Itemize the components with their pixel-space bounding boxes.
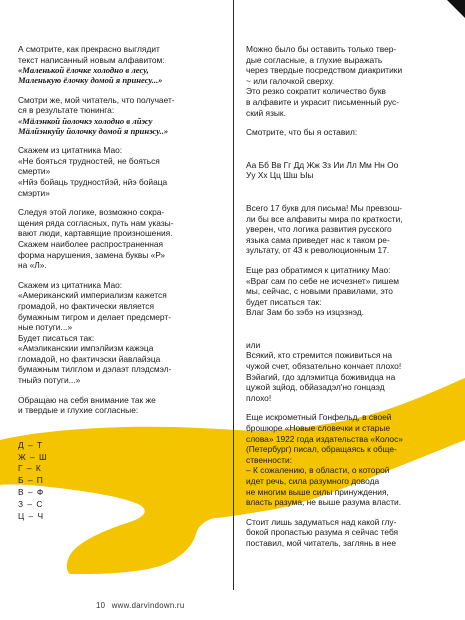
corner-mark <box>447 0 465 18</box>
paragraph: Еще искрометный Гонфельд, в своей брошюре «Новые словечки и старые слова» 1922 года издательства «Колос» (Петербург) писал, обращаясь к обще- ственности: – К сожалению, в области, о которой идет речь, сила разумного довода не многим выше силы принуждения, власть разума, не выше разума власти. <box>246 412 403 508</box>
paragraph: А смотрите, как прекрасно выглядит текст написанный новым алфавитом: <box>18 44 165 65</box>
left-column <box>18 44 218 522</box>
consonant-pair: Ц – Ч <box>18 510 45 521</box>
consonant-pair: Б – П <box>18 475 44 486</box>
right-column <box>246 44 452 549</box>
consonant-pair: Г – К <box>18 463 42 474</box>
paragraph: Смотрите, что бы я оставил: <box>246 127 358 138</box>
paragraph: Смотри же, мой читатель, что получает- ся в результате тюнинга: <box>18 94 175 116</box>
alphabet-list: Аа Бб Вв Гг Дд Жж Зз Ии Лл Мм Нн Оо Уу Хх Цц Шш Ыы <box>246 159 399 181</box>
paragraph: Всего 17 букв для письма! Мы превзош- ли бы все алфавиты мира по краткости, уверен, что логика развития русского языка сама приведет нас к таком ре- зультату, от 43 к революционным 17. <box>246 202 403 256</box>
page-number: 10 <box>96 601 106 610</box>
site-url[interactable]: www.darvindown.ru <box>111 601 185 610</box>
quote-tuned: «Мäлэнкой йолочкэ холодно в лйэсу Мäлйэнкуйу йолочку домой я принэсу..» <box>18 115 169 136</box>
consonant-pair: Д – Т <box>18 439 44 450</box>
consonant-pair: Ж – Ш <box>18 451 48 462</box>
consonant-pair: З – С <box>18 498 44 509</box>
paragraph: Обращаю на себя внимание так же и твердые и глухие согласные: <box>18 394 156 416</box>
paragraph: или Всякий, кто стремится поживиться на чужой счет, обязательно кончает плохо! Вэйагий, гдо здлэмитца боживидца на цужой зцйод, обйазадэл'но гонцаэд плохо! <box>246 339 402 403</box>
paragraph: Следуя этой логике, возможно сокра- щения ряда согласных, путь нам указы- вают люди, картавящие произношения. Скажем наиболее распространенная форма нарушения, замена буквы «Р» на «Л». <box>18 207 174 271</box>
paragraph: Скажем из цитатника Мао: «Не бояться трудностей, не бояться смерти» «Нйэ бойаць трудностйэй, нйэ бойаца смэрти» <box>18 145 168 198</box>
paragraph: Можно было бы оставить только твер- дые согласные, а глухие выражать через твердые посредством диакритики ~ или галочкой сверху. Это резко сократит количество букв в алфавите и украсит письменный рус- ский язык. <box>246 44 403 118</box>
quote-standard: «Маленькой ёлочке холодно в лесу, Маленькую ёлочку домой я принесу...» <box>18 65 163 86</box>
paragraph: Скажем из цитатника Мао: «Американский империализм кажется громадой, но фактически является бумажным тигром и делает предсмерт- ные потуги...» Будет писаться так: «Амэликанскии импэлйизм кажэца гломадой, но фактичэски йавлайэца бумажным тилглом и дэлаэт плэдсмэл- тныйэ потуги...» <box>18 279 172 386</box>
paragraph: Стоит лишь задуматься над какой глу- бокой пропастью разума я сейчас тебя поставил, мой читатель, заглянь в нее <box>246 516 399 548</box>
consonant-pair: В – Ф <box>18 487 45 498</box>
consonant-pairs <box>18 440 218 523</box>
column-divider <box>233 0 234 590</box>
page-footer <box>96 601 184 610</box>
paragraph: Еще раз обратимся к цитатнику Мао: «Враг сам по себе не исчезнет» пишем мы, сейчас, с новыми правилами, это будет писаться так: Влаг Зам бо зэбэ нэ изцэзнэд. <box>246 264 400 318</box>
